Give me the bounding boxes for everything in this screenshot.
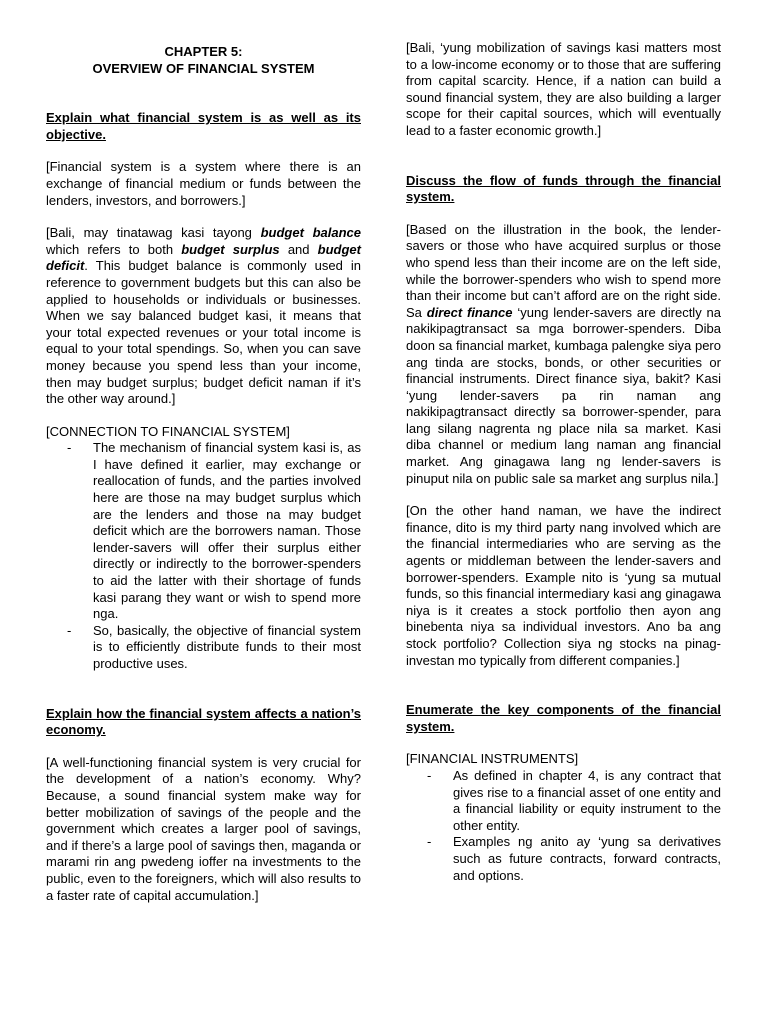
question-3: Discuss the flow of funds through the financial system. [406, 172, 721, 205]
question-2: Explain how the financial system affects a nation’s economy. [46, 705, 361, 738]
answer-3-paragraph-1: [Based on the illustration in the book, the lender-savers or those who have acquired surplus or those who spend less than their income are on the left side, while the borrower-spenders who wish to spend more than their income but can’t afford are on the right side. Sa direct finance ‘yung lender-savers are directly na nakikipagtransact sa mga borrower-spenders. Diba doon sa financial market, kumbaga palengke siya pero ang tinda are stocks, bonds, or other securities or financial instruments. Direct finance siya, bakit? Kasi ‘yung lender-savers pa rin naman ang nakikipagtransact directly sa borrower-spender, para lang silang nagrenta ng place nila sa market. Kasi diba channel or medium lang naman ang financial market. Ang ginagawa lang ng lender-savers is pinuput nila on public sale sa market ang surplus nila.] [406, 221, 721, 486]
chapter-title: OVERVIEW OF FINANCIAL SYSTEM [92, 60, 315, 76]
question-4: Enumerate the key components of the financial system. [406, 702, 721, 734]
answer-1-paragraph-2: [Bali, may tinatawag kasi tayong budget balance which refers to both budget surplus and budget deficit. This budget balance is commonly used in reference to government budgets but this can also be applied to households or individuals or businesses. When we say balanced budget kasi, it means that your total expected revenues or your total income is equal to your total spendings. So, when you can save money because you spend less than your income, then may budget surplus; budget deficit naman if it’s the other way around.] [46, 225, 361, 407]
term-direct-finance: direct finance [426, 304, 513, 320]
answer-2-continued: [Bali, ‘yung mobilization of savings kasi matters most to a low-income economy or to those that are suffering from capital scarcity. Hence, if a nation can build a sound financial system, they are also building a larger scope for their capital sources, which will eventually lead to a faster economic growth.] [406, 40, 721, 138]
connection-list [46, 440, 361, 672]
list-item: - Examples ng anito ay ‘yung sa derivatives such as future contracts, forward contracts, and options. [427, 834, 721, 883]
answer-3-paragraph-2: [On the other hand naman, we have the indirect finance, dito is my third party nang involved which are the financial intermediaries who are serving as the agents or middleman between the lender-savers and borrower-spenders. Example nito is ‘yung sa mutual funds, so this financial intermediary kasi ang ginagawa niya is it creates a stock portfolio then ayon ang binebenta niya sa individual investors. Ano ba ang stock portfolio? Collection siya ng stocks na pinag-investan mo typically from different companies.] [406, 503, 721, 668]
connection-heading: [CONNECTION TO FINANCIAL SYSTEM] [46, 423, 290, 439]
answer-2: [A well-functioning financial system is very crucial for the development of a nation’s economy. Why? Because, a sound financial system make way for better mobilization of savings of the people and the government which creates a larger pool of savings, and if there’s a large pool of savings then, maganda or marami rin ang pwedeng ioffer na investments to the public, even to the foreigners, which will also results to a faster rate of capital accumulation.] [46, 754, 361, 903]
answer-1-paragraph-1: [Financial system is a system where there is an exchange of financial medium or funds between the lenders, investors, and borrowers.] [46, 159, 361, 208]
instruments-list [406, 768, 721, 884]
list-item: - As defined in chapter 4, is any contract that gives rise to a financial asset of one entity and a financial liability or equity instrument to the other entity. [427, 767, 721, 833]
term-budget-balance: budget balance [260, 225, 361, 241]
question-1: Explain what financial system is as well as its objective. [46, 110, 361, 142]
list-item: - The mechanism of financial system kasi is, as I have defined it earlier, may exchange or reallocation of funds, and the parties involved here are those na may budget surplus which are the lenders and those na may budget deficit which are the borrowers naman. Those lender-savers will offer their surplus either directly or indirectly to the borrower-spenders to aid the latter with their shortage of funds kasi parang they want or wish to spend more nga. [67, 440, 361, 622]
chapter-number: CHAPTER 5: [164, 44, 243, 59]
term-budget-deficit: budget deficit [46, 241, 361, 274]
list-item: - So, basically, the objective of financial system is to efficiently distribute funds to their most productive uses. [67, 622, 361, 671]
right-column [406, 40, 721, 884]
left-column [46, 40, 361, 904]
term-budget-surplus: budget surplus [181, 241, 280, 257]
instruments-heading: [FINANCIAL INSTRUMENTS] [406, 751, 579, 767]
